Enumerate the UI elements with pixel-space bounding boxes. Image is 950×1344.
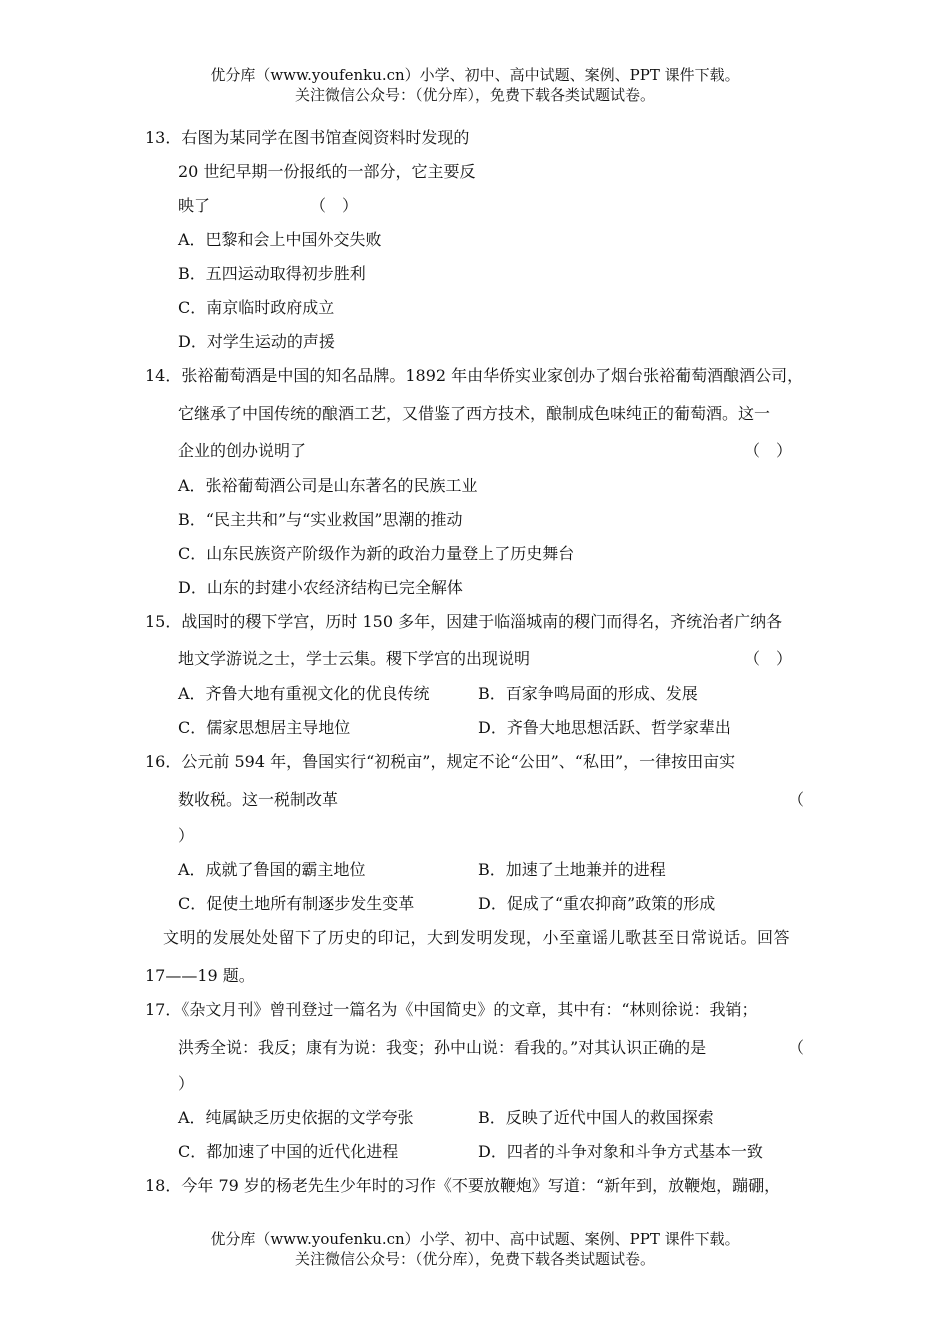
question-13-option-d[interactable]: D．对学生运动的声援	[178, 332, 335, 351]
question-16-blank-open[interactable]: （	[788, 790, 805, 809]
question-18-line-1: 今年 79 岁的杨老先生少年时的习作《不要放鞭炮》写道：“新年到，放鞭炮，蹦硼，	[181, 1176, 781, 1195]
question-16-number: 16．	[145, 752, 182, 771]
question-14-line-3: 企业的创办说明了	[178, 441, 307, 460]
question-15-option-a[interactable]: A．齐鲁大地有重视文化的优良传统	[178, 684, 430, 703]
question-15-answer-blank[interactable]: （ ）	[743, 649, 792, 668]
question-14-line-2: 它继承了中国传统的酿酒工艺，又借鉴了西方技术，酿制成色味纯正的葡萄酒。这一	[178, 404, 771, 423]
question-18-stem	[145, 1176, 780, 1196]
question-15-line-2: 地文学游说之士，学士云集。稷下学宫的出现说明	[178, 649, 531, 668]
question-18-number: 18．	[145, 1176, 182, 1195]
question-16-option-a[interactable]: A．成就了鲁国的霸主地位	[178, 860, 366, 879]
question-14-option-a[interactable]: A．张裕葡萄酒公司是山东著名的民族工业	[178, 476, 478, 495]
question-13-number: 13．	[145, 128, 182, 147]
question-13-option-c[interactable]: C．南京临时政府成立	[178, 298, 335, 317]
question-14-option-c[interactable]: C．山东民族资产阶级作为新的政治力量登上了历史舞台	[178, 544, 575, 563]
question-13-line-3: 映了	[178, 196, 211, 215]
question-16-stem	[145, 752, 735, 772]
question-16-line-1: 公元前 594 年，鲁国实行“初税亩”，规定不论“公田”、“私田”，一律按田亩实	[181, 752, 736, 771]
question-14-stem	[145, 366, 803, 386]
question-13-option-a[interactable]: A．巴黎和会上中国外交失败	[178, 230, 382, 249]
page-footer-line-1: 优分库（www.youfenku.cn）小学、初中、高中试题、案例、PPT 课件下载。	[210, 1230, 740, 1248]
question-14-number: 14．	[145, 366, 182, 385]
question-17-blank-open[interactable]: （	[788, 1038, 805, 1057]
question-15-number: 15．	[145, 612, 182, 631]
question-13-stem	[145, 128, 469, 148]
section-intro-line-1: 文明的发展处处留下了历史的印记，大到发明发现，小至童谣儿歌甚至日常说话。回答	[163, 928, 791, 947]
question-13-option-b[interactable]: B．五四运动取得初步胜利	[178, 264, 366, 283]
question-13-line-1: 右图为某同学在图书馆查阅资料时发现的	[181, 128, 470, 147]
question-17-line-2: 洪秀全说：我反；康有为说：我变；孙中山说：看我的。”对其认识正确的是	[178, 1038, 707, 1057]
question-14-line-1: 张裕葡萄酒是中国的知名品牌。1892 年由华侨实业家创办了烟台张裕葡萄酒酿酒公司，	[181, 366, 804, 385]
question-17-option-a[interactable]: A．纯属缺乏历史依据的文学夸张	[178, 1108, 414, 1127]
question-17-option-d[interactable]: D．四者的斗争对象和斗争方式基本一致	[478, 1142, 763, 1161]
question-17-number: 17．	[145, 1000, 182, 1019]
question-15-option-d[interactable]: D．齐鲁大地思想活跃、哲学家辈出	[478, 718, 731, 737]
question-14-answer-blank[interactable]: （ ）	[743, 441, 792, 460]
question-14-option-d[interactable]: D．山东的封建小农经济结构已完全解体	[178, 578, 463, 597]
question-15-line-1: 战国时的稷下学宫，历时 150 多年，因建于临淄城南的稷门而得名，齐统治者广纳各	[181, 612, 783, 631]
question-16-blank-close[interactable]: ）	[178, 826, 195, 845]
page-header-line-1: 优分库（www.youfenku.cn）小学、初中、高中试题、案例、PPT 课件下载。	[210, 66, 740, 84]
question-15-option-c[interactable]: C．儒家思想居主导地位	[178, 718, 351, 737]
question-13-line-2: 20 世纪早期一份报纸的一部分，它主要反	[178, 162, 476, 181]
section-intro-line-2: 17——19 题。	[145, 966, 255, 985]
question-13-answer-blank[interactable]: （ ）	[310, 196, 359, 215]
question-15-stem	[145, 612, 782, 632]
question-17-line-1: 《杂文月刊》曾刊登过一篇名为《中国简史》的文章，其中有：“林则徐说：我销；	[181, 1000, 758, 1019]
question-15-option-b[interactable]: B．百家争鸣局面的形成、发展	[478, 684, 698, 703]
question-17-stem	[145, 1000, 758, 1020]
question-17-option-b[interactable]: B．反映了近代中国人的救国探索	[478, 1108, 714, 1127]
page-footer-line-2: 关注微信公众号：（优分库），免费下载各类试题试卷。	[294, 1250, 655, 1268]
question-16-option-d[interactable]: D．促成了“重农抑商”政策的形成	[478, 894, 716, 913]
page-header-line-2: 关注微信公众号：（优分库），免费下载各类试题试卷。	[294, 86, 655, 104]
question-17-blank-close[interactable]: ）	[178, 1074, 195, 1093]
question-17-option-c[interactable]: C．都加速了中国的近代化进程	[178, 1142, 399, 1161]
question-16-option-b[interactable]: B．加速了土地兼并的进程	[478, 860, 666, 879]
question-16-option-c[interactable]: C．促使土地所有制逐步发生变革	[178, 894, 415, 913]
question-16-line-2: 数收税。这一税制改革	[178, 790, 339, 809]
question-14-option-b[interactable]: B．“民主共和”与“实业救国”思潮的推动	[178, 510, 463, 529]
